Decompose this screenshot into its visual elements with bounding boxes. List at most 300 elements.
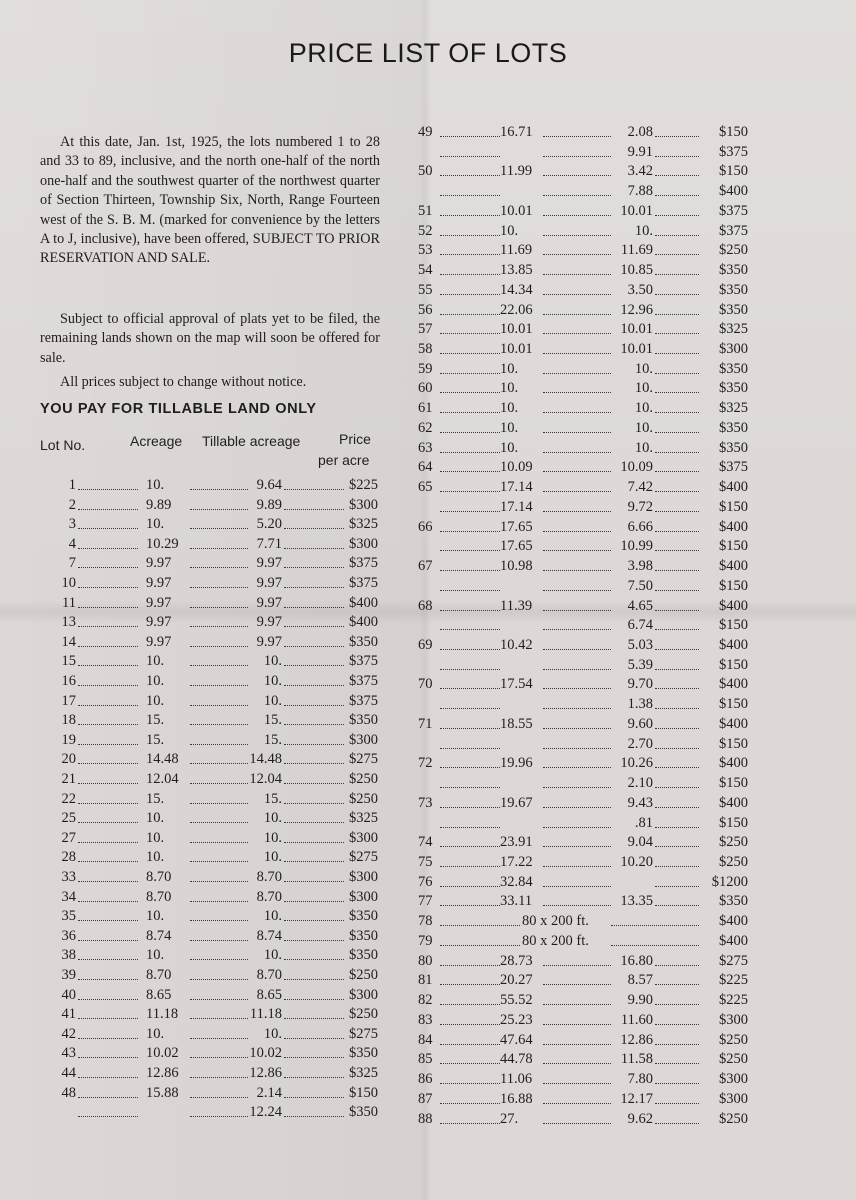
- leader-dots: [440, 1063, 500, 1064]
- leader-dots: [78, 1097, 138, 1098]
- lot-number: 20: [61, 751, 76, 768]
- tillable-value: 9.72: [627, 498, 653, 515]
- lot-number: 11: [62, 594, 76, 611]
- lot-number: 25: [61, 810, 76, 827]
- lot-number: 86: [418, 1071, 433, 1088]
- price-value: $400: [719, 755, 748, 772]
- table-row: [40, 926, 385, 946]
- lot-number: 4: [68, 535, 76, 552]
- tillable-value: 5.20: [256, 516, 282, 533]
- acreage-value: 44.78: [500, 1051, 533, 1068]
- lot-number: 75: [418, 854, 433, 870]
- acreage-value: 10.09: [500, 459, 533, 476]
- table-row: [418, 517, 748, 537]
- acreage-value: 17.54: [500, 676, 533, 693]
- leader-dots: [78, 803, 138, 804]
- table-row: [418, 911, 748, 931]
- table-row: [418, 813, 748, 833]
- lot-number: 70: [418, 676, 433, 693]
- price-value: $350: [349, 947, 378, 964]
- table-row: [40, 1083, 385, 1103]
- leader-dots: [440, 452, 500, 453]
- table-row: [40, 612, 385, 632]
- price-value: $350: [719, 893, 748, 910]
- intro-paragraph-approval: [40, 310, 380, 368]
- acreage-value: 8.70: [146, 869, 172, 885]
- price-value: $350: [719, 301, 748, 318]
- table-row: [40, 965, 385, 985]
- table-row: [418, 714, 748, 734]
- price-value: $150: [719, 775, 748, 792]
- acreage-value: 14.48: [146, 751, 179, 768]
- price-value: $300: [349, 888, 378, 905]
- acreage-value: 11.39: [500, 597, 533, 614]
- lot-number: 66: [418, 518, 433, 535]
- table-row: [418, 1049, 748, 1069]
- lot-number: 1: [68, 477, 76, 493]
- acreage-value: 10.: [500, 439, 519, 456]
- price-value: $350: [719, 439, 748, 456]
- tillable-value: 10.09: [620, 459, 653, 476]
- lot-number: 87: [418, 1090, 433, 1107]
- price-value: $400: [349, 594, 378, 611]
- price-value: $250: [719, 242, 748, 259]
- table-row: [418, 615, 748, 635]
- tillable-value: 9.97: [256, 633, 282, 650]
- price-value: $350: [719, 380, 748, 397]
- acreage-value: 10.01: [500, 321, 533, 338]
- tillable-value: 8.74: [256, 927, 282, 944]
- acreage-value: 11.99: [500, 163, 533, 180]
- tillable-value: 10.: [263, 692, 282, 709]
- tillable-value: 10.85: [620, 262, 653, 279]
- table-row: [40, 573, 385, 593]
- lot-number: 49: [418, 124, 433, 140]
- table-row: [418, 596, 748, 616]
- lot-number: 55: [418, 281, 433, 298]
- table-row: [418, 319, 748, 339]
- intro-paragraph-notice: [40, 373, 380, 392]
- tillable-value: 10.: [634, 439, 653, 456]
- leader-dots: [440, 866, 500, 867]
- acreage-value: 17.14: [500, 498, 533, 515]
- leader-dots: [440, 610, 500, 611]
- table-row: [418, 240, 748, 260]
- price-value: $350: [719, 262, 748, 279]
- price-value: $400: [719, 932, 748, 949]
- price-value: $350: [349, 1045, 378, 1062]
- leader-dots: [440, 570, 500, 571]
- acreage-value: 10.42: [500, 636, 533, 653]
- lot-number: 36: [61, 927, 76, 944]
- price-value: $300: [719, 341, 748, 358]
- lot-number: 18: [61, 712, 76, 729]
- table-row: [418, 674, 748, 694]
- table-row: [418, 477, 748, 497]
- table-row: [418, 1010, 748, 1030]
- leader-dots: [440, 1004, 500, 1005]
- acreage-value: 10.: [146, 810, 165, 827]
- tillable-value: 9.60: [627, 715, 653, 732]
- leader-dots: [440, 175, 500, 176]
- tillable-value: 13.35: [620, 893, 653, 910]
- table-row: [40, 475, 385, 495]
- acreage-value: 8.65: [146, 986, 172, 1003]
- tillable-value: 9.97: [256, 614, 282, 631]
- tillable-value: 11.60: [620, 1011, 653, 1028]
- tillable-value: 10.: [263, 829, 282, 846]
- table-row: [418, 951, 748, 971]
- tillable-value: 10.20: [620, 854, 653, 870]
- acreage-value: 27.: [500, 1110, 519, 1127]
- tillable-value: 11.18: [249, 1006, 282, 1023]
- leader-dots: [78, 646, 138, 647]
- leader-dots: [78, 724, 138, 725]
- tillable-value: 2.14: [256, 1084, 282, 1101]
- acreage-value: 9.97: [146, 594, 172, 611]
- tillable-value: 10.02: [249, 1045, 282, 1062]
- lot-number: 71: [418, 715, 433, 732]
- acreage-value: 8.70: [146, 967, 172, 983]
- table-row: [418, 1030, 748, 1050]
- table-row: [418, 635, 748, 655]
- acreage-value: 47.64: [500, 1031, 533, 1048]
- leader-dots: [440, 669, 500, 670]
- tillable-value: 12.86: [620, 1031, 653, 1048]
- leader-dots: [440, 787, 500, 788]
- price-value: $350: [349, 908, 378, 925]
- price-value: $375: [719, 459, 748, 476]
- tillable-value: 12.17: [620, 1090, 653, 1107]
- lot-number: 42: [61, 1025, 76, 1042]
- acreage-value: 10.29: [146, 535, 179, 552]
- leader-dots: [78, 861, 138, 862]
- table-row: [40, 1063, 385, 1083]
- leader-dots: [440, 1103, 500, 1104]
- leader-dots: [440, 629, 500, 630]
- acreage-value: 25.23: [500, 1011, 533, 1028]
- table-row: [418, 576, 748, 596]
- table-row: [40, 828, 385, 848]
- price-value: $150: [719, 577, 748, 594]
- acreage-value: 18.55: [500, 715, 533, 732]
- leader-dots: [440, 274, 500, 275]
- lot-number: 68: [418, 597, 433, 614]
- leader-dots: [78, 626, 138, 627]
- table-row: [40, 730, 385, 750]
- acreage-value: 9.89: [146, 496, 172, 513]
- table-row: [418, 201, 748, 221]
- price-value: $150: [719, 538, 748, 555]
- price-value: $400: [349, 614, 378, 631]
- table-row: [40, 1043, 385, 1063]
- leader-dots: [78, 509, 138, 510]
- leader-dots: [78, 763, 138, 764]
- lot-number: 57: [418, 321, 433, 338]
- leader-dots: [440, 195, 500, 196]
- lot-number: 27: [61, 829, 76, 846]
- acreage-value: 10.: [146, 477, 165, 493]
- leader-dots: [78, 842, 138, 843]
- price-value: $375: [349, 673, 378, 689]
- lot-number: 73: [418, 794, 433, 811]
- leader-dots: [78, 665, 138, 666]
- lot-number: 22: [61, 790, 76, 807]
- price-value: $250: [349, 967, 378, 983]
- tillable-value: 8.70: [256, 967, 282, 983]
- tillable-value: 9.70: [627, 676, 653, 693]
- tillable-value: 2.70: [627, 735, 653, 752]
- table-row: [40, 534, 385, 554]
- table-row: [40, 514, 385, 534]
- lot-number: 44: [61, 1065, 76, 1081]
- acreage-value: 80 x 200 ft.: [522, 932, 589, 949]
- tillable-value: 10.: [263, 908, 282, 925]
- acreage-value: 16.71: [500, 124, 533, 140]
- price-value: $400: [719, 558, 748, 575]
- tillable-value: 10.01: [620, 321, 653, 338]
- acreage-value: 10.: [146, 653, 165, 670]
- price-value: $350: [719, 360, 748, 377]
- lot-number: 58: [418, 341, 433, 358]
- lot-number: 51: [418, 202, 433, 219]
- leader-dots: [543, 886, 611, 887]
- acreage-value: 10.: [146, 947, 165, 964]
- acreage-value: 10.: [146, 908, 165, 925]
- price-value: $150: [719, 696, 748, 713]
- tillable-value: 5.39: [627, 656, 653, 673]
- price-value: $150: [719, 124, 748, 140]
- table-row: [40, 789, 385, 809]
- price-value: $250: [719, 834, 748, 851]
- leader-dots: [440, 984, 500, 985]
- tillable-value: 10.26: [620, 755, 653, 772]
- leader-dots: [78, 1057, 138, 1058]
- table-row: [40, 1004, 385, 1024]
- leader-dots: [440, 728, 500, 729]
- price-value: $250: [719, 1110, 748, 1127]
- price-value: $400: [719, 183, 748, 200]
- tillable-value: 10.: [634, 222, 653, 239]
- lot-number: 72: [418, 755, 433, 772]
- table-row: [418, 1089, 748, 1109]
- table-row: [418, 655, 748, 675]
- leader-dots: [440, 846, 500, 847]
- table-row: [418, 793, 748, 813]
- leader-dots: [440, 254, 500, 255]
- acreage-value: 10.02: [146, 1045, 179, 1062]
- tillable-value: 15.: [263, 712, 282, 729]
- leader-dots: [78, 1116, 138, 1117]
- price-value: $400: [719, 715, 748, 732]
- leader-dots: [78, 979, 138, 980]
- tillable-value: 10.01: [620, 341, 653, 358]
- tillable-value: 8.70: [256, 888, 282, 905]
- price-value: $375: [349, 653, 378, 670]
- lot-number: 50: [418, 163, 433, 180]
- lot-number: 28: [61, 849, 76, 866]
- leader-dots: [440, 432, 500, 433]
- price-value: $300: [719, 1071, 748, 1088]
- lot-number: 62: [418, 419, 433, 436]
- price-value: $400: [719, 636, 748, 653]
- lot-number: 10: [61, 575, 76, 591]
- price-value: $300: [349, 829, 378, 846]
- leader-dots: [440, 136, 500, 137]
- acreage-value: 10.: [500, 380, 519, 397]
- price-value: $375: [349, 555, 378, 572]
- page-title: PRICE LIST OF LOTS: [288, 38, 568, 68]
- price-value: $275: [719, 952, 748, 969]
- leader-dots: [78, 705, 138, 706]
- tillable-value: 10.: [634, 400, 653, 417]
- tillable-value: 9.04: [627, 834, 653, 851]
- tillable-value: 10.99: [620, 538, 653, 555]
- lot-number: 83: [418, 1011, 433, 1028]
- leader-dots: [78, 999, 138, 1000]
- table-row: [418, 457, 748, 477]
- tillable-value: 7.42: [627, 479, 653, 496]
- acreage-value: 8.70: [146, 888, 172, 905]
- table-row: [418, 1109, 748, 1129]
- lot-number: 53: [418, 242, 433, 259]
- table-row: [418, 970, 748, 990]
- acreage-value: 12.04: [146, 771, 179, 787]
- price-value: $375: [349, 575, 378, 591]
- lot-number: 41: [61, 1006, 76, 1023]
- leader-dots: [440, 708, 500, 709]
- acreage-value: 10.: [146, 692, 165, 709]
- tillable-value: 8.57: [627, 972, 653, 989]
- price-value: $375: [719, 222, 748, 239]
- lot-number: 2: [68, 496, 76, 513]
- table-row: [418, 1069, 748, 1089]
- price-value: $225: [719, 972, 748, 989]
- acreage-value: 15.: [146, 712, 165, 729]
- leader-dots: [78, 587, 138, 588]
- tillable-value: .81: [634, 814, 653, 831]
- lot-number: 48: [61, 1084, 76, 1101]
- acreage-value: 55.52: [500, 992, 533, 1009]
- price-value: $1200: [711, 873, 748, 890]
- tillable-value: 9.43: [627, 794, 653, 811]
- price-value: $350: [719, 419, 748, 436]
- leader-dots: [78, 548, 138, 549]
- table-row: [418, 556, 748, 576]
- price-value: $325: [349, 1065, 378, 1081]
- leader-dots: [78, 607, 138, 608]
- price-value: $300: [719, 1090, 748, 1107]
- tillable-value: 10.: [263, 810, 282, 827]
- leader-dots: [78, 489, 138, 490]
- lot-number: 3: [68, 516, 76, 533]
- lot-number: 67: [418, 558, 433, 575]
- table-row: [418, 300, 748, 320]
- leader-dots: [440, 1083, 500, 1084]
- leader-dots: [440, 412, 500, 413]
- tillable-value: 9.62: [627, 1110, 653, 1127]
- price-value: $275: [349, 849, 378, 866]
- leader-dots: [440, 807, 500, 808]
- table-row: [40, 749, 385, 769]
- table-row: [418, 852, 748, 872]
- price-value: $250: [719, 1031, 748, 1048]
- table-row: [418, 418, 748, 438]
- lot-number: 69: [418, 636, 433, 653]
- acreage-value: 10.: [146, 829, 165, 846]
- table-row: [40, 1024, 385, 1044]
- table-row: [418, 260, 748, 280]
- lot-number: 39: [61, 967, 76, 983]
- table-row: [40, 553, 385, 573]
- leader-dots: [440, 925, 520, 926]
- price-value: $150: [719, 814, 748, 831]
- tillable-value: 2.08: [627, 124, 653, 140]
- price-value: $300: [349, 869, 378, 885]
- tillable-value: 10.: [634, 360, 653, 377]
- tillable-value: 10.01: [620, 202, 653, 219]
- price-value: $350: [349, 633, 378, 650]
- price-value: $375: [719, 202, 748, 219]
- acreage-value: 10.01: [500, 341, 533, 358]
- tillable-value: 6.66: [627, 518, 653, 535]
- acreage-value: 10.: [500, 222, 519, 239]
- acreage-value: 20.27: [500, 972, 533, 989]
- acreage-value: 19.96: [500, 755, 533, 772]
- lot-number: 80: [418, 952, 433, 969]
- table-row: [40, 847, 385, 867]
- acreage-value: 10.: [146, 673, 165, 689]
- lot-number: 34: [61, 888, 76, 905]
- table-row: [418, 122, 748, 142]
- tillable-heading: YOU PAY FOR TILLABLE LAND ONLY: [40, 401, 317, 417]
- lot-number: 15: [61, 653, 76, 670]
- lot-number: 63: [418, 439, 433, 456]
- lot-number: 84: [418, 1031, 433, 1048]
- leader-dots: [440, 649, 500, 650]
- table-row: [418, 142, 748, 162]
- price-value: $400: [719, 913, 748, 930]
- acreage-value: 11.69: [500, 242, 533, 259]
- acreage-value: 32.84: [500, 873, 533, 890]
- leader-dots: [78, 783, 138, 784]
- table-row: [418, 161, 748, 181]
- acreage-value: 11.18: [146, 1006, 179, 1023]
- table-row: [40, 593, 385, 613]
- tillable-value: 9.97: [256, 575, 282, 591]
- acreage-value: 12.86: [146, 1065, 179, 1081]
- tillable-value: 9.90: [627, 992, 653, 1009]
- price-value: $325: [349, 810, 378, 827]
- table-row: [418, 280, 748, 300]
- leader-dots: [440, 590, 500, 591]
- acreage-value: 10.: [500, 419, 519, 436]
- lot-number: 21: [61, 771, 76, 787]
- table-row: [418, 181, 748, 201]
- lot-number: 74: [418, 834, 433, 851]
- tillable-value: 12.04: [249, 771, 282, 787]
- tillable-value: 10.: [263, 1025, 282, 1042]
- table-row: [40, 769, 385, 789]
- leader-dots: [440, 235, 500, 236]
- leader-dots: [440, 156, 500, 157]
- acreage-value: 10.: [500, 400, 519, 417]
- tillable-value: 12.24: [249, 1104, 282, 1121]
- leader-dots: [440, 550, 500, 551]
- price-value: $350: [349, 1104, 378, 1121]
- table-row: [40, 985, 385, 1005]
- leader-dots: [78, 881, 138, 882]
